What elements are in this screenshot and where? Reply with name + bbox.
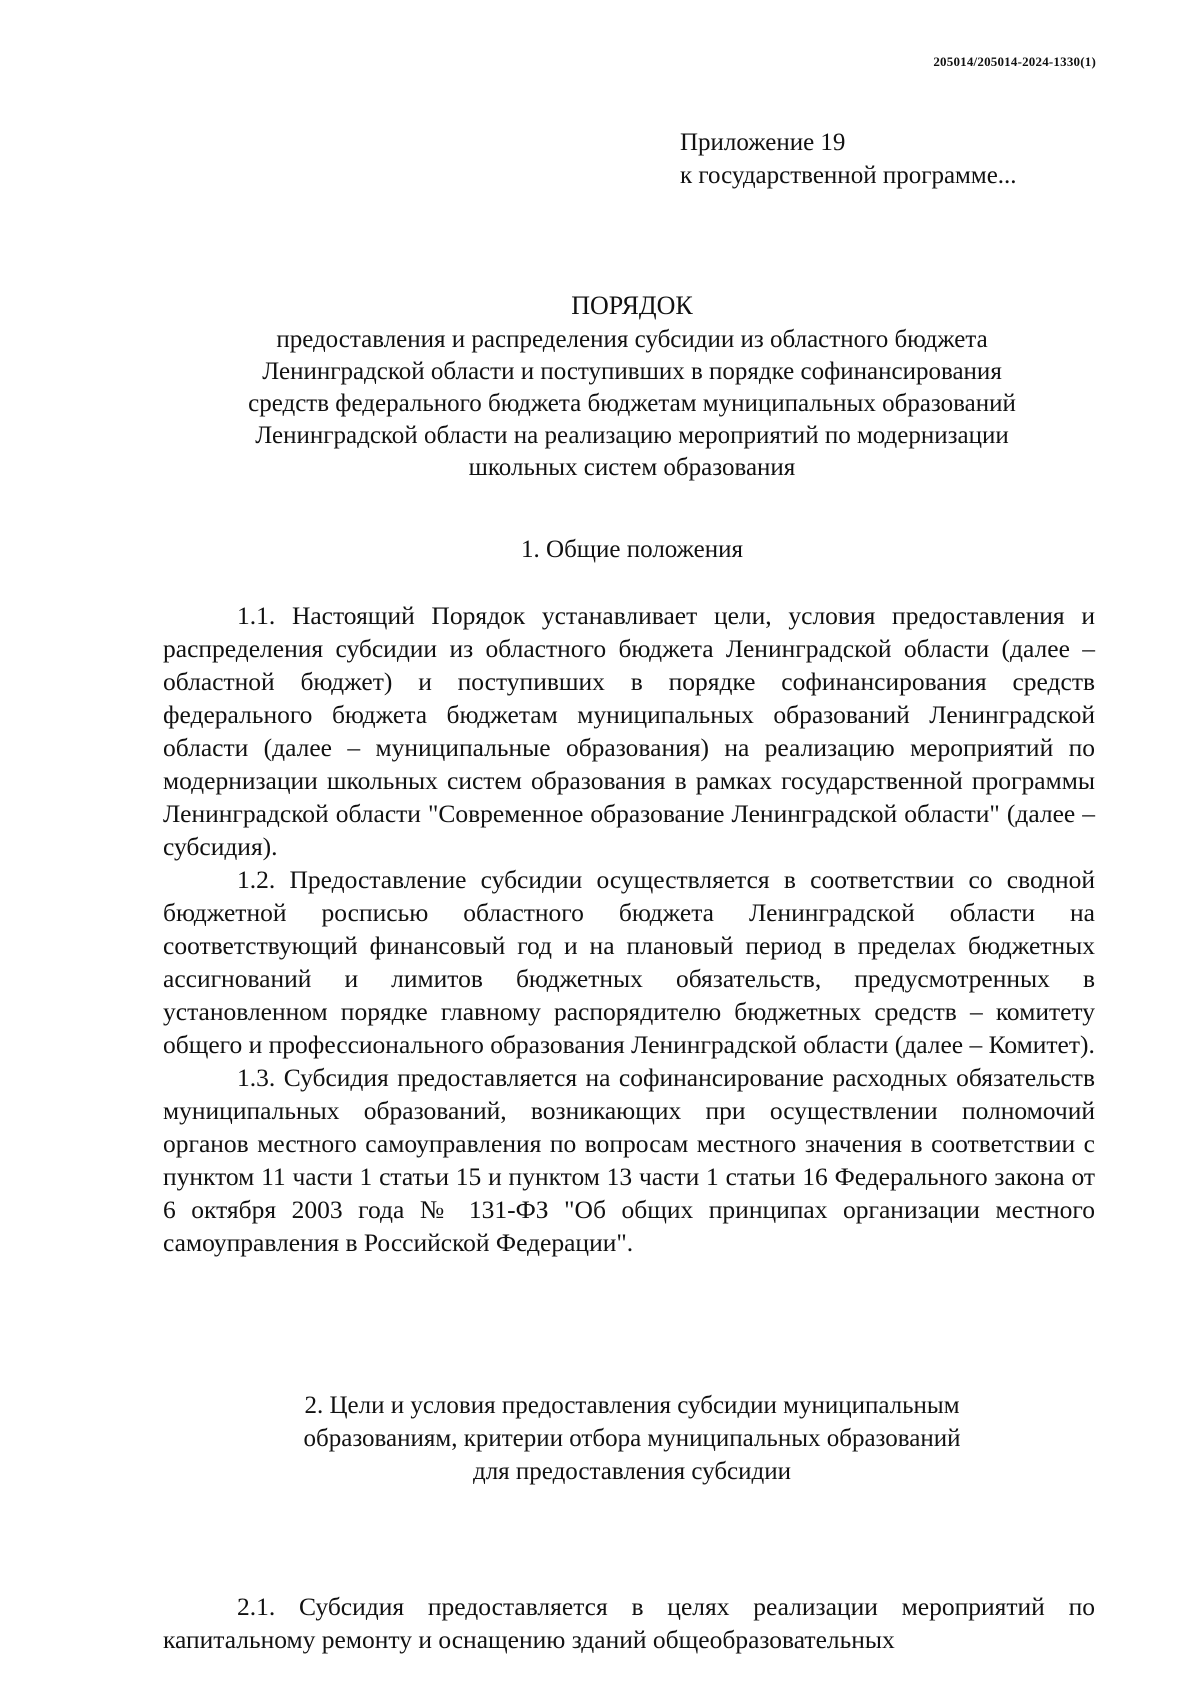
- paragraph-1-3: 1.3. Субсидия предоставляется на софинансирование расходных обязательств муниципальных образований, возникающих при осуществлении полномочий органов местного самоуправления по вопросам местного значения в соответствии с пунктом 11 части 1 статьи 15 и пунктом 13 части 1 статьи 16 Федерального закона от 6 октября 2003 года № 131-ФЗ "Об общих принципах организации местного самоуправления в Российской Федерации".: [163, 1063, 1095, 1257]
- appendix-reference: [680, 126, 1017, 192]
- appendix-line-1: Приложение 19: [680, 129, 846, 156]
- section-2-title: [160, 1389, 1104, 1488]
- paragraph-1-2: 1.2. Предоставление субсидии осуществляется в соответствии со сводной бюджетной росписью областного бюджета Ленинградской области на соответствующий финансовый год и на плановый период в пределах бюджетных ассигнований и лимитов бюджетных обязательств, предусмотренных в установленном порядке главному распорядителю бюджетных средств – комитету общего и профессионального образования Ленинградской области (далее – Комитет).: [163, 865, 1095, 1059]
- title-line-2: Ленинградской области и поступивших в порядке софинансирования: [262, 358, 1002, 385]
- paragraph-1-1: 1.1. Настоящий Порядок устанавливает цели, условия предоставления и распределения субсидии из областного бюджета Ленинградской области (далее – областной бюджет) и поступивших в порядке софинансирования средств федерального бюджета бюджетам муниципальных образований Ленинградской области (далее – муниципальные образования) на реализацию мероприятий по модернизации школьных систем образования в рамках государственной программы Ленинградской области "Современное образование Ленинградской области" (далее – субсидия).: [163, 601, 1095, 861]
- title-heading: ПОРЯДОК: [571, 291, 693, 320]
- appendix-line-2: к государственной программе...: [680, 162, 1017, 189]
- title-line-3: средств федерального бюджета бюджетам муниципальных образований: [248, 390, 1016, 417]
- section-2-title-line-3: для предоставления субсидии: [472, 1458, 792, 1485]
- title-line-4: Ленинградской области на реализацию мероприятий по модернизации: [255, 422, 1009, 449]
- section-2-body: [163, 1590, 1095, 1656]
- title-line-1: предоставления и распределения субсидии из областного бюджета: [276, 326, 988, 353]
- paragraph-2-1: 2.1. Субсидия предоставляется в целях реализации мероприятий по капитальному ремонту и оснащению зданий общеобразовательных: [163, 1592, 1095, 1654]
- section-1-title: 1. Общие положения: [521, 536, 743, 563]
- document-title: [160, 290, 1104, 484]
- section-2-title-line-1: 2. Цели и условия предоставления субсидии муниципальным: [304, 1392, 960, 1419]
- section-1-body: [163, 599, 1095, 1259]
- document-id: 205014/205014-2024-1330(1): [933, 54, 1096, 69]
- title-line-5: школьных систем образования: [468, 454, 796, 481]
- section-2-title-line-2: образованиям, критерии отбора муниципальных образований: [303, 1425, 961, 1452]
